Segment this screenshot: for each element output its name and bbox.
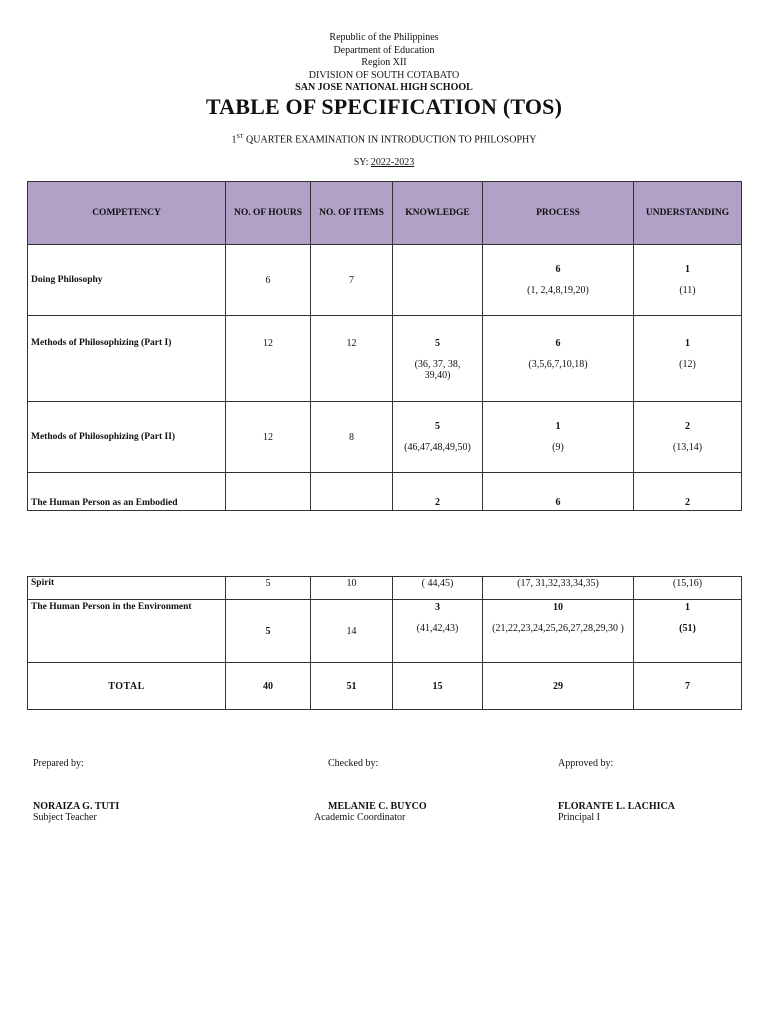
understanding-count: 1 (685, 338, 690, 349)
process-count: 1 (555, 421, 561, 432)
knowledge-count: 3 (435, 602, 440, 613)
total-row (28, 663, 742, 710)
school-name: SAN JOSE NATIONAL HIGH SCHOOL (295, 82, 473, 93)
understanding-count: 2 (685, 421, 690, 432)
understanding-items: (51) (679, 623, 696, 634)
header-knowledge: KNOWLEDGE (393, 182, 483, 245)
school-year-value: 2022-2023 (370, 157, 415, 168)
division-line: DIVISION OF SOUTH COTABATO (308, 69, 460, 81)
items-cell: 10 (311, 577, 393, 600)
items-cell: 7 (311, 245, 393, 316)
process-cell (483, 316, 634, 402)
process-cell (483, 600, 634, 663)
knowledge-cell (393, 316, 483, 402)
competency-cell: Methods of Philosophizing (Part I) (28, 316, 226, 402)
department-line: Department of Education (333, 44, 435, 56)
process-items: (17, 31,32,33,34,35) (483, 577, 634, 600)
hours-cell: 5 (226, 600, 311, 663)
process-items: (21,22,23,24,25,26,27,28,29,30 ) (492, 623, 624, 634)
region-line: Region XII (361, 57, 407, 68)
competency-cell: Doing Philosophy (28, 245, 226, 316)
quarter-number: 1 (231, 134, 237, 146)
knowledge-items: (41,42,43) (416, 623, 459, 634)
hours-cell (226, 473, 311, 511)
total-process: 29 (483, 663, 634, 710)
preparer-role: Subject Teacher (33, 812, 97, 823)
knowledge-items: (36, 37, 38, 39,40) (414, 359, 461, 381)
header-items: NO. OF ITEMS (311, 182, 393, 245)
process-cell (483, 402, 634, 473)
competency-cell: The Human Person as an Embodied (28, 473, 226, 511)
tos-table (27, 181, 742, 511)
process-count: 6 (555, 338, 561, 349)
understanding-items: (15,16) (634, 577, 742, 600)
header-process: PROCESS (483, 182, 634, 245)
approver-name: FLORANTE L. LACHICA (558, 801, 675, 812)
knowledge-items: (46,47,48,49,50) (404, 442, 471, 453)
table-header-row (28, 182, 742, 245)
table-row (28, 473, 742, 511)
competency-cell: Spirit (28, 577, 226, 600)
checker-role: Academic Coordinator (314, 812, 406, 823)
preparer-name: NORAIZA G. TUTI (33, 801, 120, 812)
total-items: 51 (311, 663, 393, 710)
process-items: (3,5,6,7,10,18) (528, 359, 588, 370)
items-cell: 12 (311, 316, 393, 402)
total-knowledge: 15 (393, 663, 483, 710)
understanding-count: 2 (634, 473, 742, 511)
checker-name: MELANIE C. BUYCO (328, 801, 427, 812)
table-row (28, 245, 742, 316)
understanding-cell (634, 316, 742, 402)
header-hours: NO. OF HOURS (226, 182, 311, 245)
table-row (28, 316, 742, 402)
understanding-cell (634, 600, 742, 663)
knowledge-count: 2 (393, 473, 483, 511)
document-header (0, 32, 768, 95)
school-year-label: SY: (353, 157, 371, 168)
process-items: (1, 2,4,8,19,20) (527, 285, 589, 296)
knowledge-cell (393, 245, 483, 316)
approver-role: Principal I (558, 812, 600, 823)
items-cell (311, 473, 393, 511)
hours-cell: 6 (226, 245, 311, 316)
understanding-cell (634, 402, 742, 473)
understanding-items: (12) (679, 359, 696, 370)
understanding-count: 1 (685, 602, 690, 613)
page-title: TABLE OF SPECIFICATION (TOS) (205, 94, 563, 119)
hours-cell: 5 (226, 577, 311, 600)
checked-by-label: Checked by: (328, 758, 379, 769)
table-row (28, 600, 742, 663)
knowledge-items: ( 44,45) (393, 577, 483, 600)
exam-subtitle (0, 134, 768, 145)
process-count: 10 (553, 602, 563, 613)
items-cell: 8 (311, 402, 393, 473)
approved-by-block (558, 758, 675, 823)
understanding-cell (634, 245, 742, 316)
tos-table-continued (27, 576, 742, 710)
quarter-ordinal: ST (236, 134, 244, 140)
exam-description: QUARTER EXAMINATION IN INTRODUCTION TO PHILOSOPHY (243, 134, 537, 146)
understanding-items: (13,14) (672, 442, 703, 453)
approved-by-label: Approved by: (558, 758, 614, 769)
checked-by-block (314, 758, 427, 823)
understanding-count: 1 (685, 264, 690, 275)
prepared-by-block (33, 758, 119, 823)
hours-cell: 12 (226, 316, 311, 402)
process-count: 6 (555, 264, 561, 275)
process-cell (483, 245, 634, 316)
total-hours: 40 (226, 663, 311, 710)
items-cell: 14 (311, 600, 393, 663)
table-row (28, 577, 742, 600)
total-understanding: 7 (634, 663, 742, 710)
table-row (28, 402, 742, 473)
total-label: TOTAL (28, 663, 226, 710)
header-competency: COMPETENCY (28, 182, 226, 245)
knowledge-count: 5 (435, 421, 440, 432)
hours-cell: 12 (226, 402, 311, 473)
republic-line: Republic of the Philippines (329, 32, 439, 43)
understanding-items: (11) (679, 285, 696, 296)
process-items: (9) (552, 442, 564, 453)
knowledge-cell (393, 600, 483, 663)
prepared-by-label: Prepared by: (33, 758, 84, 769)
school-year (0, 157, 768, 168)
process-count: 6 (483, 473, 634, 511)
competency-cell: The Human Person in the Environment (28, 600, 226, 663)
header-understanding: UNDERSTANDING (634, 182, 742, 245)
competency-cell: Methods of Philosophizing (Part II) (28, 402, 226, 473)
knowledge-count: 5 (435, 338, 440, 349)
knowledge-cell (393, 402, 483, 473)
